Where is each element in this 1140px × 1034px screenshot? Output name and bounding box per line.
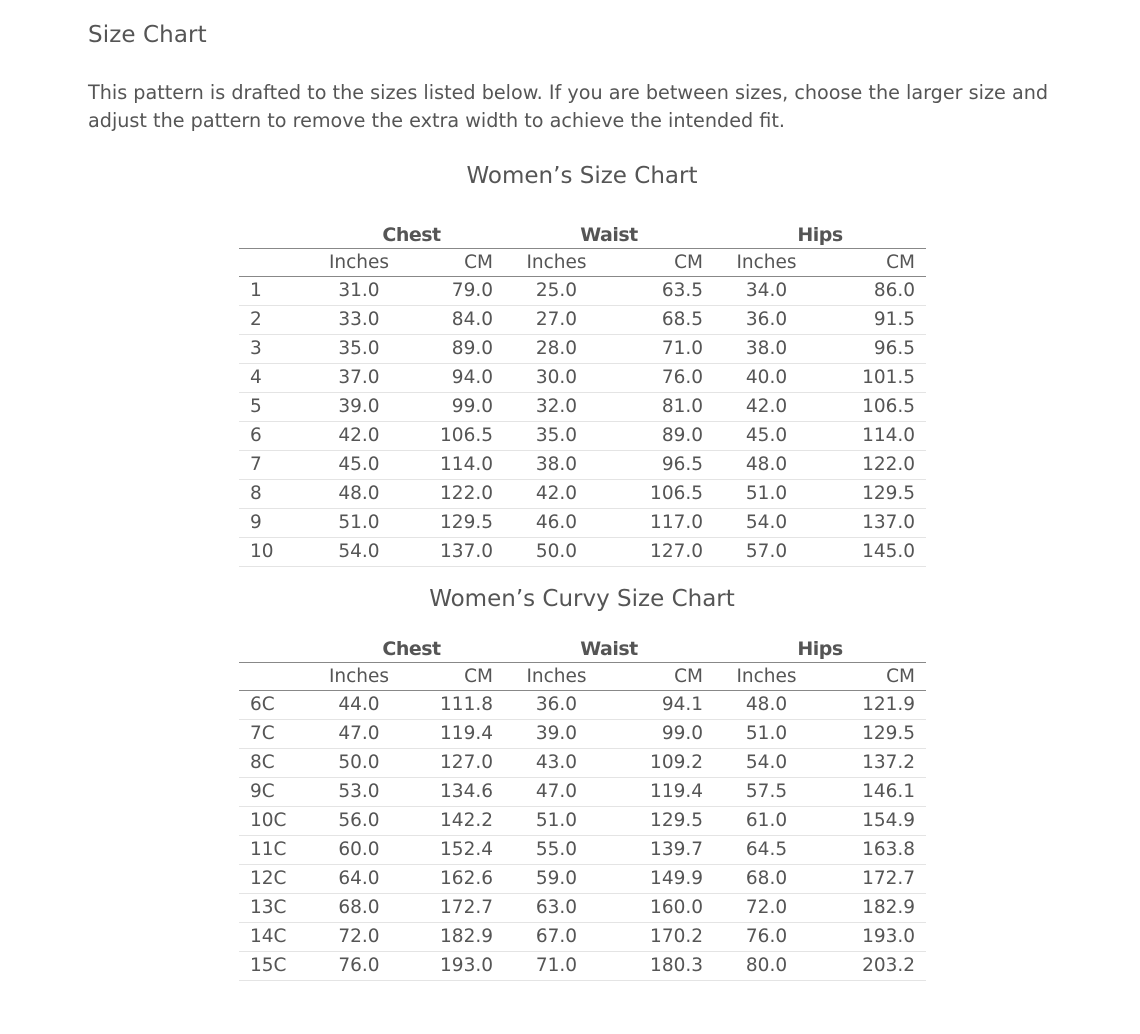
table-row [239,691,926,720]
hips-inches-cell: 34.0 [714,277,819,306]
waist-group-header: Waist [580,638,638,660]
size-cell: 11C [239,836,319,865]
waist-inches-cell: 50.0 [504,538,609,567]
hips-inches-cell: 45.0 [714,422,819,451]
hips-group-header: Hips [797,638,843,660]
hips-inches-cell: 57.0 [714,538,819,567]
hips-cm-cell: 193.0 [819,923,926,952]
chest-inches-header: Inches [319,249,399,277]
chest-cm-cell: 111.8 [399,691,504,720]
waist-group-header: Waist [580,224,638,246]
size-cell: 3 [239,335,319,364]
hips-cm-cell: 146.1 [819,778,926,807]
waist-inches-cell: 46.0 [504,509,609,538]
waist-inches-cell: 47.0 [504,778,609,807]
table-row [239,807,926,836]
size-cell: 12C [239,865,319,894]
chest-group-header: Chest [382,638,441,660]
hips-cm-cell: 121.9 [819,691,926,720]
waist-cm-cell: 109.2 [609,749,714,778]
waist-cm-header: CM [609,663,714,691]
waist-inches-cell: 25.0 [504,277,609,306]
waist-cm-cell: 180.3 [609,952,714,981]
hips-inches-cell: 64.5 [714,836,819,865]
waist-cm-cell: 117.0 [609,509,714,538]
waist-cm-cell: 129.5 [609,807,714,836]
hips-inches-cell: 48.0 [714,451,819,480]
waist-cm-cell: 89.0 [609,422,714,451]
intro-paragraph: This pattern is drafted to the sizes listed below. If you are between sizes, choose the larger size and adjust the pattern to remove the extra width to achieve the intended fit. [88,81,1049,132]
waist-cm-cell: 119.4 [609,778,714,807]
chest-group-header: Chest [382,224,441,246]
waist-inches-header: Inches [504,249,609,277]
hips-inches-cell: 38.0 [714,335,819,364]
hips-cm-cell: 203.2 [819,952,926,981]
chest-inches-cell: 44.0 [319,691,399,720]
chest-cm-cell: 193.0 [399,952,504,981]
hips-inches-cell: 80.0 [714,952,819,981]
chest-cm-cell: 79.0 [399,277,504,306]
chest-cm-cell: 122.0 [399,480,504,509]
chest-cm-cell: 106.5 [399,422,504,451]
table-row [239,335,926,364]
hips-cm-cell: 154.9 [819,807,926,836]
size-cell: 6 [239,422,319,451]
chest-cm-cell: 172.7 [399,894,504,923]
waist-inches-cell: 55.0 [504,836,609,865]
womens-size-chart-title: Women’s Size Chart [466,163,698,189]
size-cell: 2 [239,306,319,335]
waist-cm-header: CM [609,249,714,277]
waist-cm-cell: 76.0 [609,364,714,393]
table-row [239,364,926,393]
chest-inches-cell: 68.0 [319,894,399,923]
table-row [239,749,926,778]
chest-inches-cell: 56.0 [319,807,399,836]
waist-inches-cell: 71.0 [504,952,609,981]
chest-cm-cell: 89.0 [399,335,504,364]
table-row [239,393,926,422]
waist-cm-cell: 149.9 [609,865,714,894]
waist-inches-cell: 36.0 [504,691,609,720]
hips-cm-cell: 145.0 [819,538,926,567]
chest-cm-cell: 99.0 [399,393,504,422]
waist-cm-cell: 139.7 [609,836,714,865]
chest-inches-cell: 60.0 [319,836,399,865]
waist-inches-cell: 51.0 [504,807,609,836]
waist-inches-cell: 59.0 [504,865,609,894]
unit-header-blank [239,249,319,277]
chest-cm-cell: 94.0 [399,364,504,393]
page-title: Size Chart [88,22,207,48]
waist-inches-cell: 35.0 [504,422,609,451]
hips-cm-cell: 106.5 [819,393,926,422]
chest-inches-cell: 50.0 [319,749,399,778]
size-header-blank [239,222,319,249]
chest-inches-cell: 64.0 [319,865,399,894]
chest-inches-cell: 48.0 [319,480,399,509]
waist-inches-cell: 39.0 [504,720,609,749]
hips-cm-cell: 137.2 [819,749,926,778]
size-cell: 1 [239,277,319,306]
chest-cm-cell: 162.6 [399,865,504,894]
chest-inches-cell: 53.0 [319,778,399,807]
chest-cm-cell: 134.6 [399,778,504,807]
hips-inches-cell: 40.0 [714,364,819,393]
hips-cm-cell: 96.5 [819,335,926,364]
unit-header-blank [239,663,319,691]
waist-cm-cell: 106.5 [609,480,714,509]
size-cell: 6C [239,691,319,720]
hips-cm-cell: 114.0 [819,422,926,451]
hips-inches-cell: 51.0 [714,480,819,509]
hips-cm-cell: 137.0 [819,509,926,538]
chest-cm-header: CM [399,249,504,277]
waist-cm-cell: 68.5 [609,306,714,335]
waist-inches-cell: 42.0 [504,480,609,509]
waist-cm-cell: 127.0 [609,538,714,567]
table-row [239,306,926,335]
womens-size-table [239,222,926,567]
waist-inches-cell: 28.0 [504,335,609,364]
hips-cm-cell: 129.5 [819,720,926,749]
chest-inches-cell: 47.0 [319,720,399,749]
chest-inches-cell: 72.0 [319,923,399,952]
chest-cm-cell: 152.4 [399,836,504,865]
chest-inches-cell: 35.0 [319,335,399,364]
waist-inches-cell: 43.0 [504,749,609,778]
waist-cm-cell: 63.5 [609,277,714,306]
size-cell: 13C [239,894,319,923]
hips-cm-cell: 129.5 [819,480,926,509]
hips-inches-header: Inches [714,663,819,691]
chest-inches-cell: 45.0 [319,451,399,480]
chest-inches-cell: 51.0 [319,509,399,538]
size-header-blank [239,636,319,663]
table-row [239,509,926,538]
chest-inches-header: Inches [319,663,399,691]
hips-inches-cell: 42.0 [714,393,819,422]
hips-inches-cell: 72.0 [714,894,819,923]
hips-cm-cell: 91.5 [819,306,926,335]
hips-inches-cell: 61.0 [714,807,819,836]
hips-cm-cell: 182.9 [819,894,926,923]
hips-inches-cell: 54.0 [714,749,819,778]
table-row [239,865,926,894]
waist-inches-cell: 27.0 [504,306,609,335]
hips-inches-cell: 48.0 [714,691,819,720]
size-cell: 5 [239,393,319,422]
waist-cm-cell: 71.0 [609,335,714,364]
waist-cm-cell: 170.2 [609,923,714,952]
size-cell: 7C [239,720,319,749]
chest-cm-cell: 114.0 [399,451,504,480]
hips-inches-cell: 36.0 [714,306,819,335]
waist-inches-cell: 38.0 [504,451,609,480]
hips-cm-cell: 101.5 [819,364,926,393]
hips-cm-cell: 122.0 [819,451,926,480]
chest-inches-cell: 31.0 [319,277,399,306]
chest-cm-cell: 182.9 [399,923,504,952]
size-cell: 7 [239,451,319,480]
waist-cm-cell: 96.5 [609,451,714,480]
table-row [239,451,926,480]
hips-inches-cell: 68.0 [714,865,819,894]
table-row [239,422,926,451]
hips-cm-cell: 172.7 [819,865,926,894]
size-cell: 8C [239,749,319,778]
hips-cm-header: CM [819,249,926,277]
table-row [239,538,926,567]
hips-inches-cell: 57.5 [714,778,819,807]
chest-cm-cell: 129.5 [399,509,504,538]
womens-curvy-size-table [239,636,926,981]
table-row [239,952,926,981]
waist-inches-cell: 63.0 [504,894,609,923]
size-cell: 10C [239,807,319,836]
table-row [239,778,926,807]
waist-inches-header: Inches [504,663,609,691]
waist-cm-cell: 81.0 [609,393,714,422]
waist-inches-cell: 32.0 [504,393,609,422]
table-row [239,894,926,923]
chest-inches-cell: 42.0 [319,422,399,451]
size-cell: 15C [239,952,319,981]
table-row [239,277,926,306]
chest-cm-cell: 142.2 [399,807,504,836]
hips-inches-cell: 54.0 [714,509,819,538]
chest-cm-cell: 137.0 [399,538,504,567]
chest-inches-cell: 39.0 [319,393,399,422]
table-row [239,720,926,749]
womens-curvy-size-chart-title: Women’s Curvy Size Chart [429,586,735,612]
waist-inches-cell: 67.0 [504,923,609,952]
size-cell: 14C [239,923,319,952]
chest-cm-header: CM [399,663,504,691]
chest-cm-cell: 127.0 [399,749,504,778]
table-row [239,836,926,865]
table-row [239,480,926,509]
chest-inches-cell: 37.0 [319,364,399,393]
size-cell: 10 [239,538,319,567]
table-row [239,923,926,952]
waist-inches-cell: 30.0 [504,364,609,393]
size-cell: 9 [239,509,319,538]
chest-inches-cell: 76.0 [319,952,399,981]
size-cell: 4 [239,364,319,393]
chest-cm-cell: 84.0 [399,306,504,335]
chest-inches-cell: 33.0 [319,306,399,335]
chest-cm-cell: 119.4 [399,720,504,749]
hips-cm-header: CM [819,663,926,691]
size-cell: 8 [239,480,319,509]
hips-inches-cell: 51.0 [714,720,819,749]
hips-cm-cell: 163.8 [819,836,926,865]
chest-inches-cell: 54.0 [319,538,399,567]
waist-cm-cell: 94.1 [609,691,714,720]
waist-cm-cell: 99.0 [609,720,714,749]
hips-inches-cell: 76.0 [714,923,819,952]
hips-group-header: Hips [797,224,843,246]
hips-inches-header: Inches [714,249,819,277]
hips-cm-cell: 86.0 [819,277,926,306]
waist-cm-cell: 160.0 [609,894,714,923]
size-cell: 9C [239,778,319,807]
